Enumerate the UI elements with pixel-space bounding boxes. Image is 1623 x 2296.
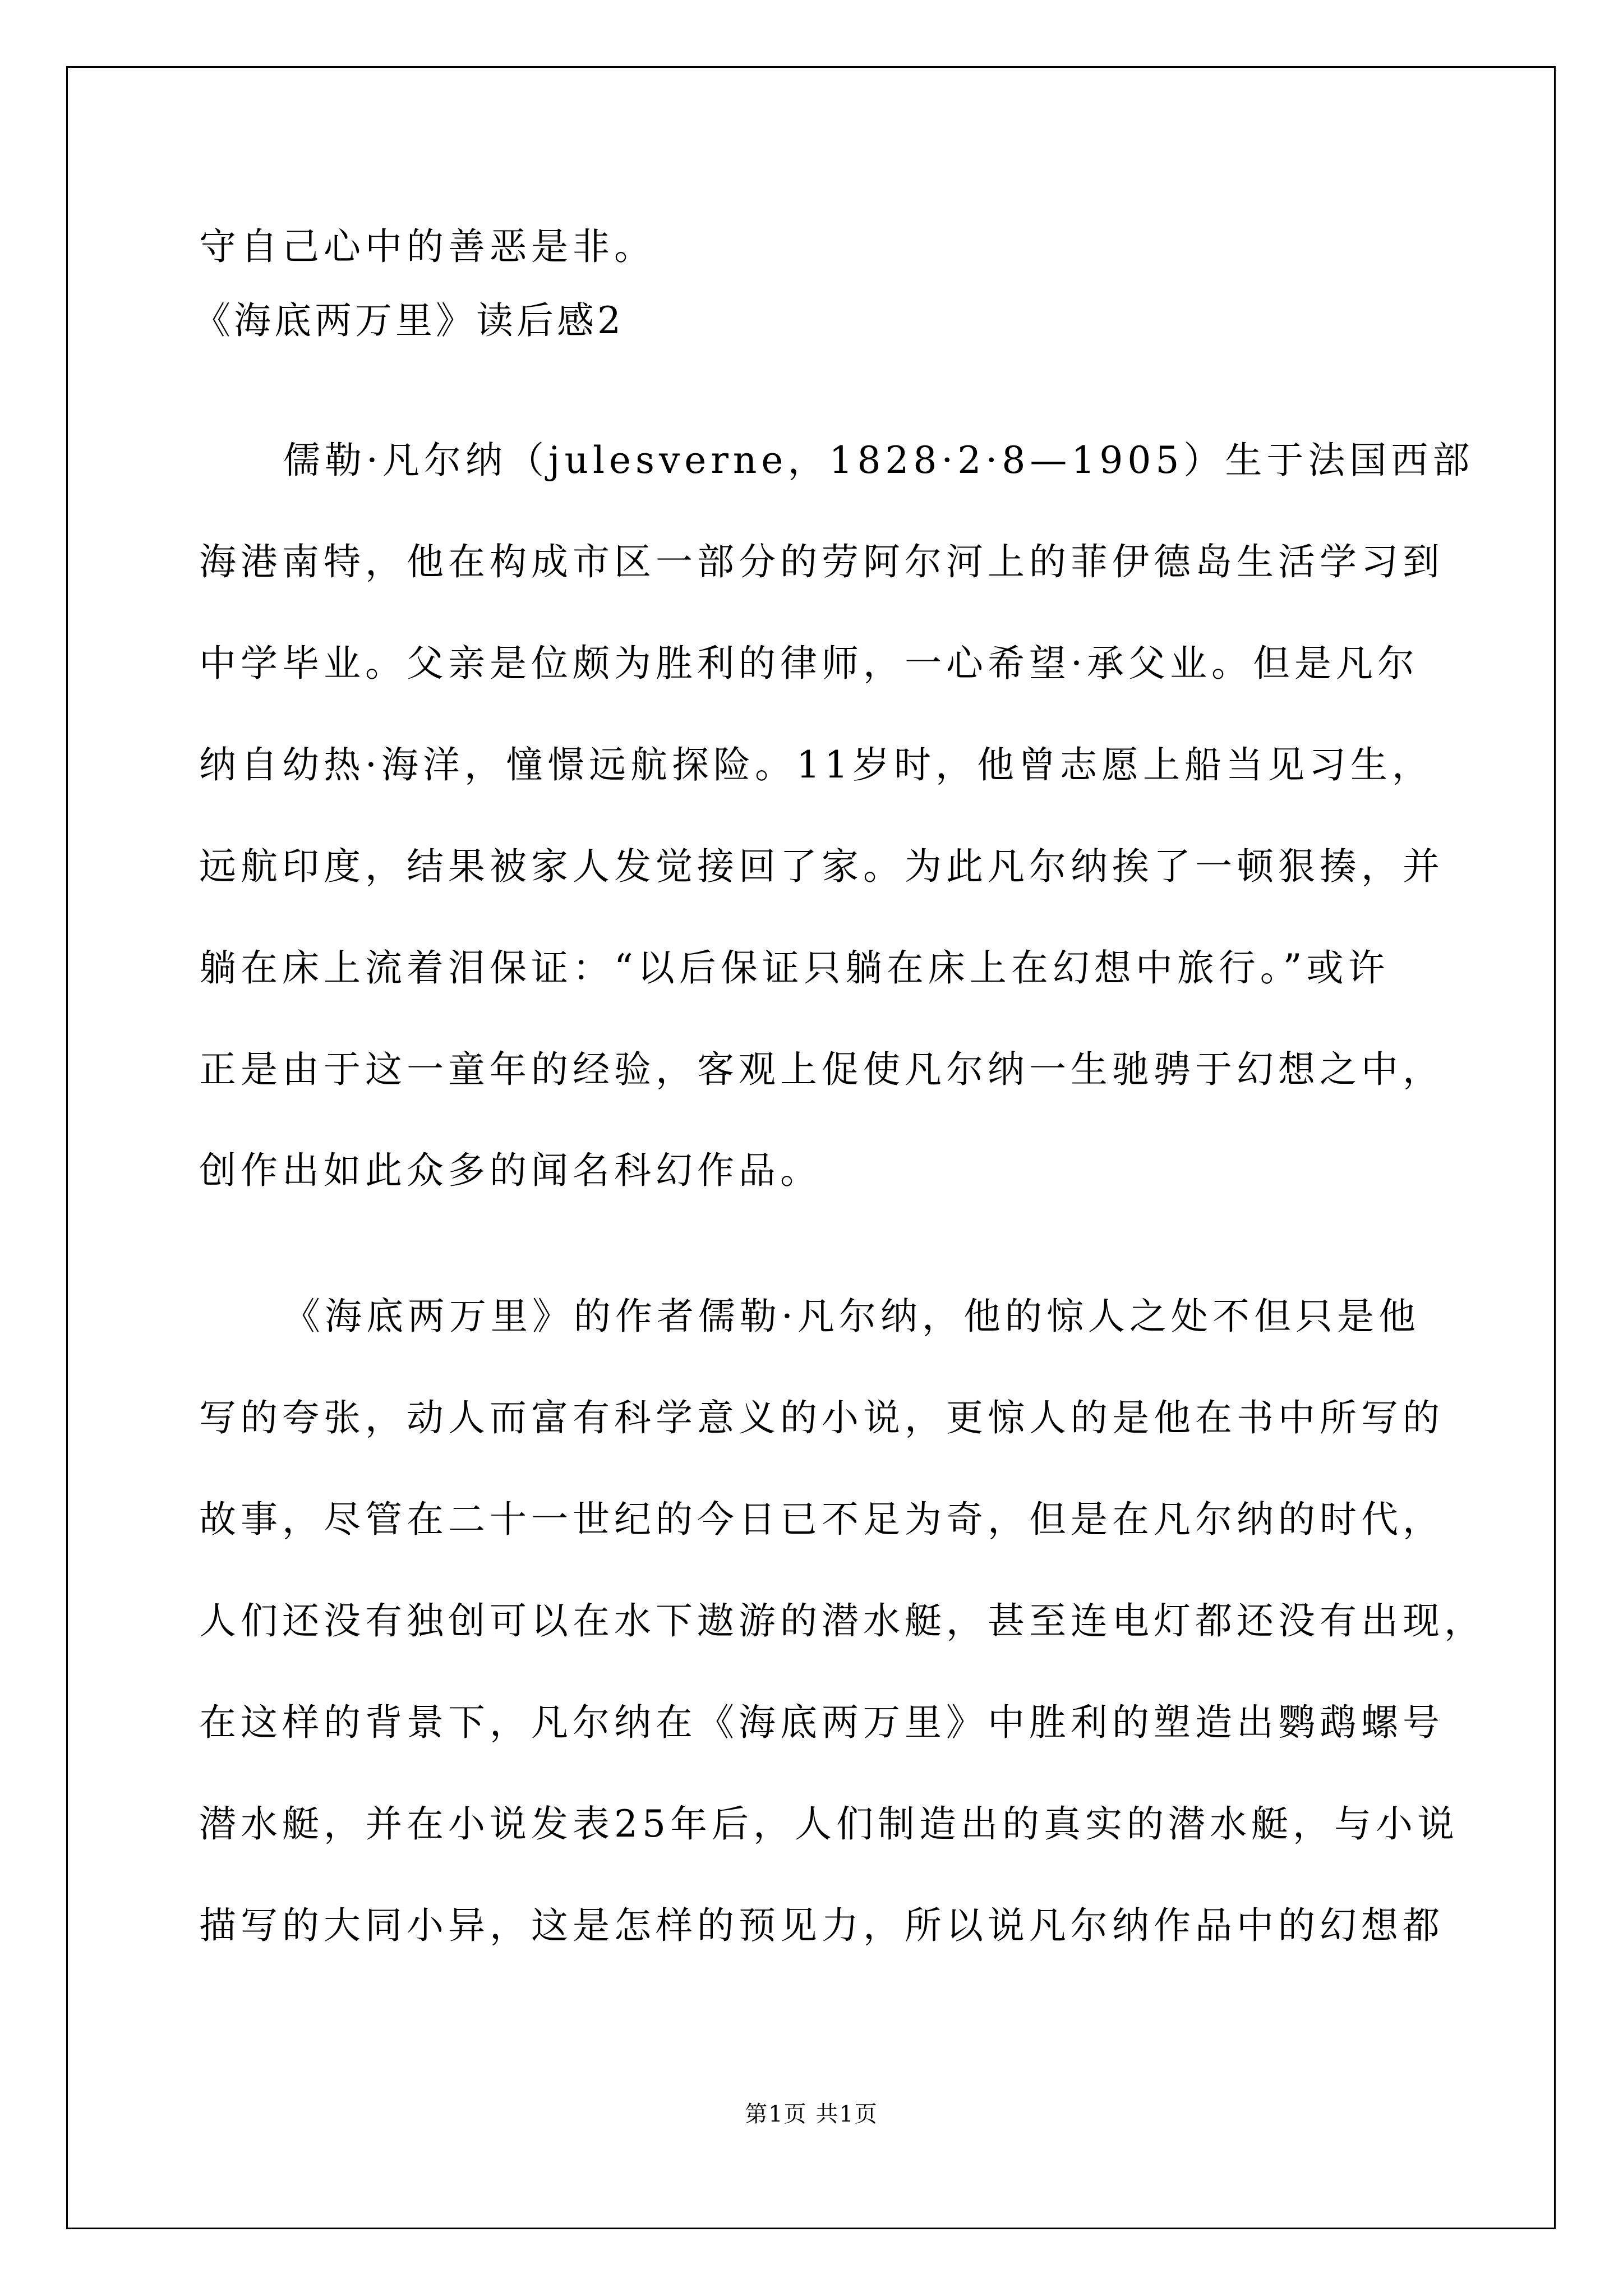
paragraph-line: 躺在床上流着泪保证：“以后保证只躺在床上在幻想中旅行。”或许 — [199, 946, 1390, 990]
paragraph-line: 潜水艇，并在小说发表25年后，人们制造出的真实的潜水艇，与小说 — [199, 1802, 1459, 1846]
paragraph-line: 在这样的背景下，凡尔纳在《海底两万里》中胜利的塑造出鹦鹉螺号 — [199, 1701, 1444, 1744]
paragraph-line: 描写的大同小异，这是怎样的预见力，所以说凡尔纳作品中的幻想都 — [199, 1904, 1444, 1947]
paragraph-line: 《海底两万里》的作者儒勒·凡尔纳，他的惊人之处不但只是他 — [283, 1295, 1420, 1338]
section-heading: 《海底两万里》读后感2 — [193, 299, 624, 342]
paragraph-line: 远航印度，结果被家人发觉接回了家。为此凡尔纳挨了一顿狠揍，并 — [199, 845, 1444, 888]
paragraph-line: 中学毕业。父亲是位颇为胜利的律师，一心希望·承父业。但是凡尔 — [199, 642, 1419, 685]
page-number-footer: 第1页 共1页 — [745, 2101, 878, 2127]
paragraph-line: 守自己心中的善恶是非。 — [199, 225, 656, 268]
paragraph-line: 创作出如此众多的闻名科幻作品。 — [199, 1149, 822, 1192]
paragraph-line: 故事，尽管在二十一世纪的今日已不足为奇，但是在凡尔纳的时代， — [199, 1498, 1444, 1541]
paragraph-line: 儒勒·凡尔纳（julesverne，1828·2·8—1905）生于法国西部 — [283, 439, 1474, 482]
paragraph-line: 海港南特，他在构成市区一部分的劳阿尔河上的菲伊德岛生活学习到 — [199, 540, 1444, 583]
paragraph-line: 纳自幼热·海洋，憧憬远航探险。11岁时，他曾志愿上船当见习生， — [199, 743, 1433, 786]
paragraph-line: 写的夸张，动人而富有科学意义的小说，更惊人的是他在书中所写的 — [199, 1396, 1444, 1439]
paragraph-line: 正是由于这一童年的经验，客观上促使凡尔纳一生驰骋于幻想之中， — [199, 1048, 1444, 1091]
paragraph-line: 人们还没有独创可以在水下遨游的潜水艇，甚至连电灯都还没有出现， — [199, 1599, 1486, 1642]
